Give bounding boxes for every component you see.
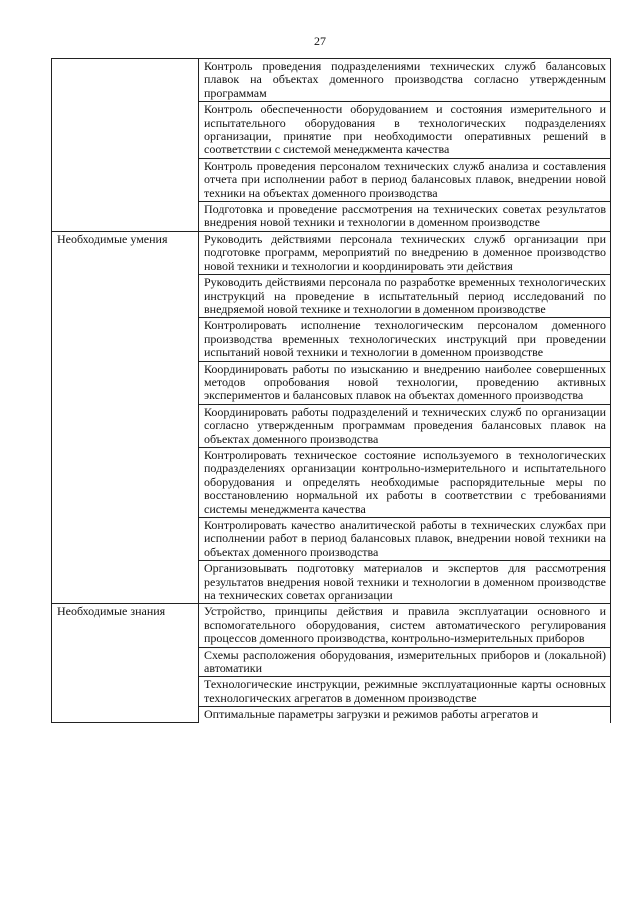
- section-label: Необходимые умения: [52, 231, 199, 604]
- requirement-item: Оптимальные параметры загрузки и режимов работы агрегатов и: [199, 707, 611, 723]
- requirement-item: Руководить действиями персонала технических служб организации при подготовке программ, мероприятий по внедрению в доменное производство новой техники и технологии и координировать эти действия: [199, 231, 611, 274]
- requirement-item: Контроль проведения подразделениями технических служб балансовых плавок на объектах доменного производства согласно утвержденным программам: [199, 59, 611, 102]
- requirement-item: Организовывать подготовку материалов и экспертов для рассмотрения результатов внедрения новой техники и технологии в доменном производстве на технических советах организации: [199, 561, 611, 604]
- requirement-item: Контролировать техническое состояние используемого в технологических подразделениях организации контрольно-измерительного и испытательного оборудования и определять необходимые распорядительные меры по восстановлению нормальной их работы в соответствии с требованиями системы менеджмента качества: [199, 447, 611, 517]
- table-row: [52, 604, 611, 647]
- table-row: [52, 231, 611, 274]
- requirement-item: Координировать работы подразделений и технических служб по организации согласно утвержденным программам проведения балансовых плавок на объектах доменного производства: [199, 404, 611, 447]
- section-label: Необходимые знания: [52, 604, 199, 723]
- table-row: [52, 59, 611, 102]
- requirement-item: Координировать работы по изысканию и внедрению наиболее совершенных методов опробования новой технологии, проведению активных экспериментов и балансовых плавок на объектах доменного производства: [199, 361, 611, 404]
- requirement-item: Руководить действиями персонала по разработке временных технологических инструкций на проведение в испытательный период исследований по внедряемой новой технике и технологии в доменном производстве: [199, 275, 611, 318]
- requirement-item: Контроль проведения персоналом технических служб анализа и составления отчета при исполнении работ в период балансовых плавок, внедрении новой техники на объектах доменного производства: [199, 158, 611, 201]
- requirement-item: Технологические инструкции, режимные эксплуатационные карты основных технологических агрегатов в доменном производстве: [199, 677, 611, 707]
- requirement-item: Контролировать исполнение технологическим персоналом доменного производства временных технологических инструкций при проведении испытаний новой техники и технологии в доменном производстве: [199, 318, 611, 361]
- requirement-item: Контролировать качество аналитической работы в технических службах при исполнении работ в период балансовых плавок, внедрении новой техники на объектах доменного производства: [199, 518, 611, 561]
- requirement-item: Контроль обеспеченности оборудованием и состояния измерительного и испытательного оборудования в технологических подразделениях организации, принятие при необходимости оперативных решений в соответствии с системой менеджмента качества: [199, 102, 611, 159]
- requirement-item: Подготовка и проведение рассмотрения на технических советах результатов внедрения новой техники и технологии в доменном производстве: [199, 202, 611, 232]
- requirement-item: Схемы расположения оборудования, измерительных приборов и (локальной) автоматики: [199, 647, 611, 677]
- page-number: 27: [314, 34, 326, 48]
- section-label: [52, 59, 199, 232]
- requirements-table: [51, 58, 611, 723]
- requirement-item: Устройство, принципы действия и правила эксплуатации основного и вспомогательного оборудования, систем автоматического регулирования процессов доменного производства, контрольно-измерительных приборов: [199, 604, 611, 647]
